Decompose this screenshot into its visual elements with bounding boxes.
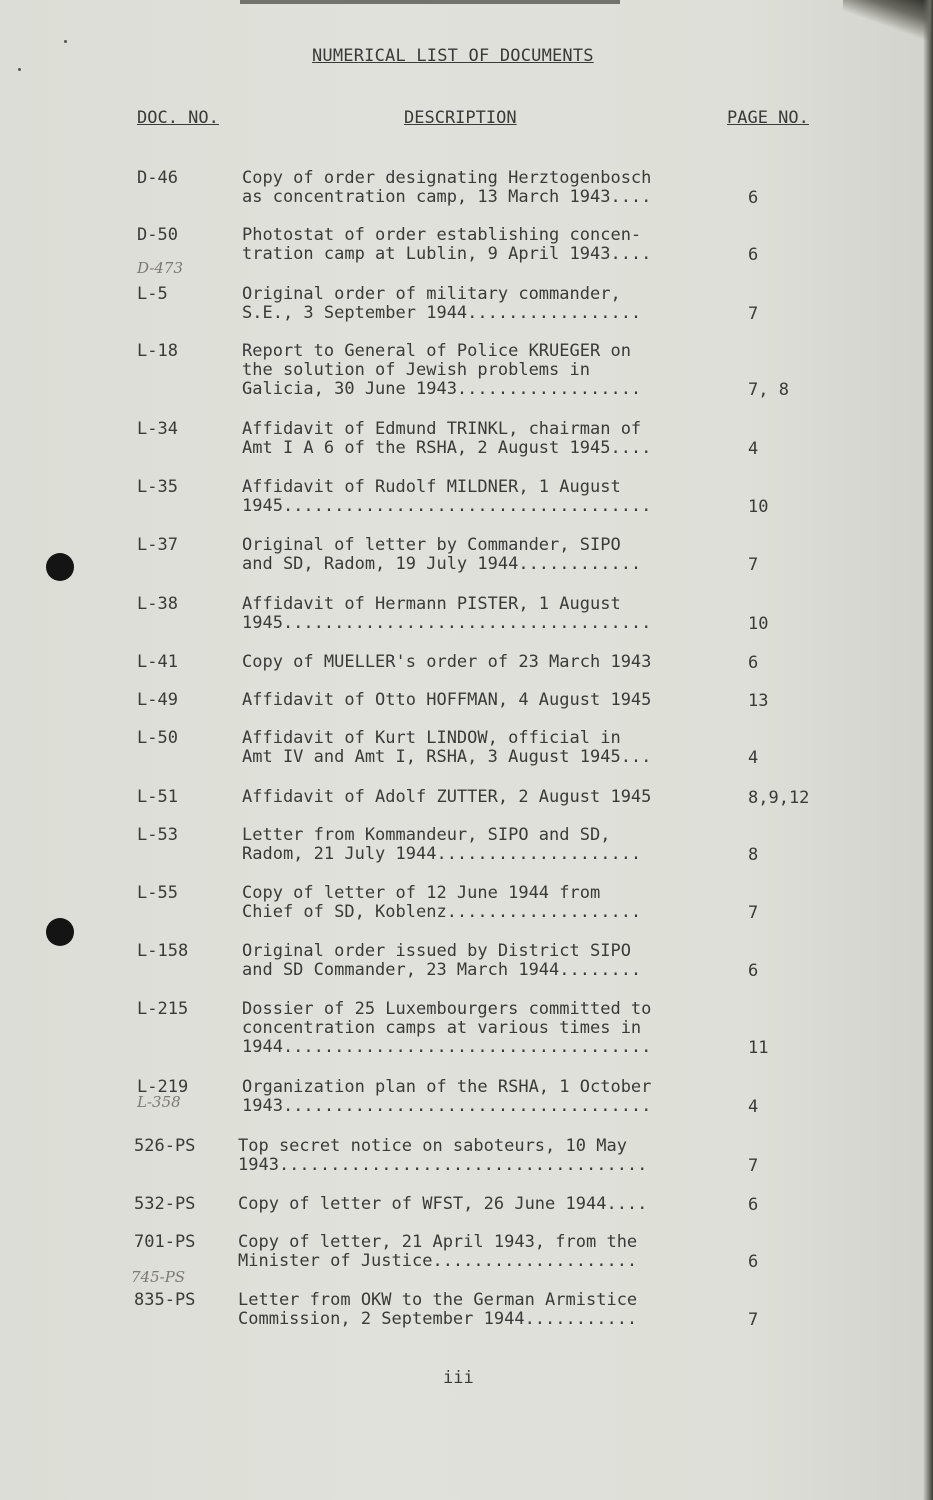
right-edge-shadow [923,0,933,1500]
page-number: 6 [748,653,759,673]
doc-number: L-49 [137,690,178,710]
description-line: Report to General of Police KRUEGER on [242,341,631,361]
doc-description [242,478,651,516]
doc-description [242,653,651,672]
doc-description [242,226,651,264]
page-number: 8 [748,845,759,865]
doc-description [242,691,651,710]
description-line: and SD Commander, 23 March 1944........ [242,960,642,980]
description-line: Photostat of order establishing concen- [242,225,642,245]
doc-description [242,884,641,922]
description-line: Affidavit of Adolf ZUTTER, 2 August 1945 [242,787,652,807]
page-number: 6 [748,245,759,265]
description-line: Copy of letter, 21 April 1943, from the [238,1232,638,1252]
speck [64,40,67,43]
page-title: NUMERICAL LIST OF DOCUMENTS [312,46,594,66]
page-number: 6 [748,1195,759,1215]
header-doc-no: DOC. NO. [137,108,219,128]
description-line: as concentration camp, 13 March 1943.... [242,187,652,207]
description-line: Affidavit of Kurt LINDOW, official in [242,728,621,748]
page-number: 6 [748,188,759,208]
description-line: 1945.................................... [242,496,652,516]
description-line: Copy of letter of 12 June 1944 from [242,883,601,903]
description-line: tration camp at Lublin, 9 April 1943.... [242,244,652,264]
page-number: 8,9,12 [748,788,810,808]
punch-hole-upper [46,553,74,581]
doc-number: L-38 [137,594,178,614]
doc-number: 701-PS [134,1232,196,1252]
doc-description [242,595,651,633]
page-number: 7, 8 [748,380,789,400]
page-number: 4 [748,1097,759,1117]
doc-description [242,942,641,980]
doc-number: L-34 [137,419,178,439]
page-number: 7 [748,1310,759,1330]
doc-number: D-46 [137,168,178,188]
page-number: 4 [748,748,759,768]
description-line: Minister of Justice.................... [238,1251,638,1271]
description-line: Affidavit of Edmund TRINKL, chairman of [242,419,642,439]
description-line: Original order issued by District SIPO [242,941,631,961]
description-line: and SD, Radom, 19 July 1944............ [242,554,642,574]
doc-number: L-53 [137,825,178,845]
description-line: Amt I A 6 of the RSHA, 2 August 1945.... [242,438,652,458]
page-number: 6 [748,1252,759,1272]
doc-number: L-35 [137,477,178,497]
doc-number: L-55 [137,883,178,903]
description-line: the solution of Jewish problems in [242,360,590,380]
punch-hole-lower [46,918,74,946]
doc-description [242,1078,651,1116]
description-line: Amt IV and Amt I, RSHA, 3 August 1945... [242,747,652,767]
doc-description [242,788,651,807]
description-line: Affidavit of Hermann PISTER, 1 August [242,594,621,614]
speck [18,68,21,71]
description-line: Affidavit of Otto HOFFMAN, 4 August 1945 [242,690,652,710]
description-line: Affidavit of Rudolf MILDNER, 1 August [242,477,621,497]
page-number: 4 [748,439,759,459]
doc-number: L-50 [137,728,178,748]
description-line: S.E., 3 September 1944................. [242,303,642,323]
description-line: 1943.................................... [242,1096,652,1116]
description-line: concentration camps at various times in [242,1018,642,1038]
doc-description [242,342,641,399]
description-line: 1944.................................... [242,1037,652,1057]
description-line: Top secret notice on saboteurs, 10 May [238,1136,627,1156]
doc-number: 526-PS [134,1136,196,1156]
page-number: 13 [748,691,769,711]
doc-description [242,729,651,767]
description-line: 1945.................................... [242,613,652,633]
doc-description [242,420,651,458]
description-line: Chief of SD, Koblenz................... [242,902,642,922]
corner-fold [843,0,933,40]
description-line: Organization plan of the RSHA, 1 October [242,1077,652,1097]
doc-number: L-158 [137,941,189,961]
doc-number: 532-PS [134,1194,196,1214]
doc-number: L-215 [137,999,189,1019]
doc-number: L-51 [137,787,178,807]
description-line: Commission, 2 September 1944........... [238,1309,638,1329]
handwritten-note: 745-PS [131,1268,186,1286]
doc-number: L-41 [137,652,178,672]
description-line: Copy of letter of WFST, 26 June 1944.... [238,1194,648,1214]
page-number: 7 [748,903,759,923]
page-number: 6 [748,961,759,981]
page-number: 7 [748,304,759,324]
doc-description [238,1233,637,1271]
doc-number: L-18 [137,341,178,361]
top-edge-shadow [240,0,620,4]
description-line: Galicia, 30 June 1943.................. [242,379,642,399]
handwritten-note: L-358 [137,1093,181,1111]
doc-number: 835-PS [134,1290,196,1310]
description-line: Original order of military commander, [242,284,621,304]
doc-description [238,1291,637,1329]
doc-number: L-5 [137,284,168,304]
header-description: DESCRIPTION [404,108,517,128]
doc-description [242,285,641,323]
handwritten-note: D-473 [137,259,184,277]
description-line: 1943.................................... [238,1155,648,1175]
doc-number: L-219 [137,1077,189,1097]
description-line: Copy of MUELLER's order of 23 March 1943 [242,652,652,672]
description-line: Radom, 21 July 1944.................... [242,844,642,864]
doc-description [238,1137,647,1175]
description-line: Letter from Kommandeur, SIPO and SD, [242,825,611,845]
doc-description [242,536,641,574]
doc-number: D-50 [137,225,178,245]
doc-description [242,169,651,207]
page-number: 10 [748,614,769,634]
description-line: Dossier of 25 Luxembourgers committed to [242,999,652,1019]
page-number: 11 [748,1038,769,1058]
page-number-footer: iii [443,1368,474,1388]
page-number: 10 [748,497,769,517]
doc-description [242,826,641,864]
doc-description [242,1000,651,1057]
header-page-no: PAGE NO. [727,108,809,128]
description-line: Original of letter by Commander, SIPO [242,535,621,555]
page-number: 7 [748,1156,759,1176]
page-number: 7 [748,555,759,575]
description-line: Letter from OKW to the German Armistice [238,1290,638,1310]
description-line: Copy of order designating Herztogenbosch [242,168,652,188]
doc-description [238,1195,647,1214]
doc-number: L-37 [137,535,178,555]
